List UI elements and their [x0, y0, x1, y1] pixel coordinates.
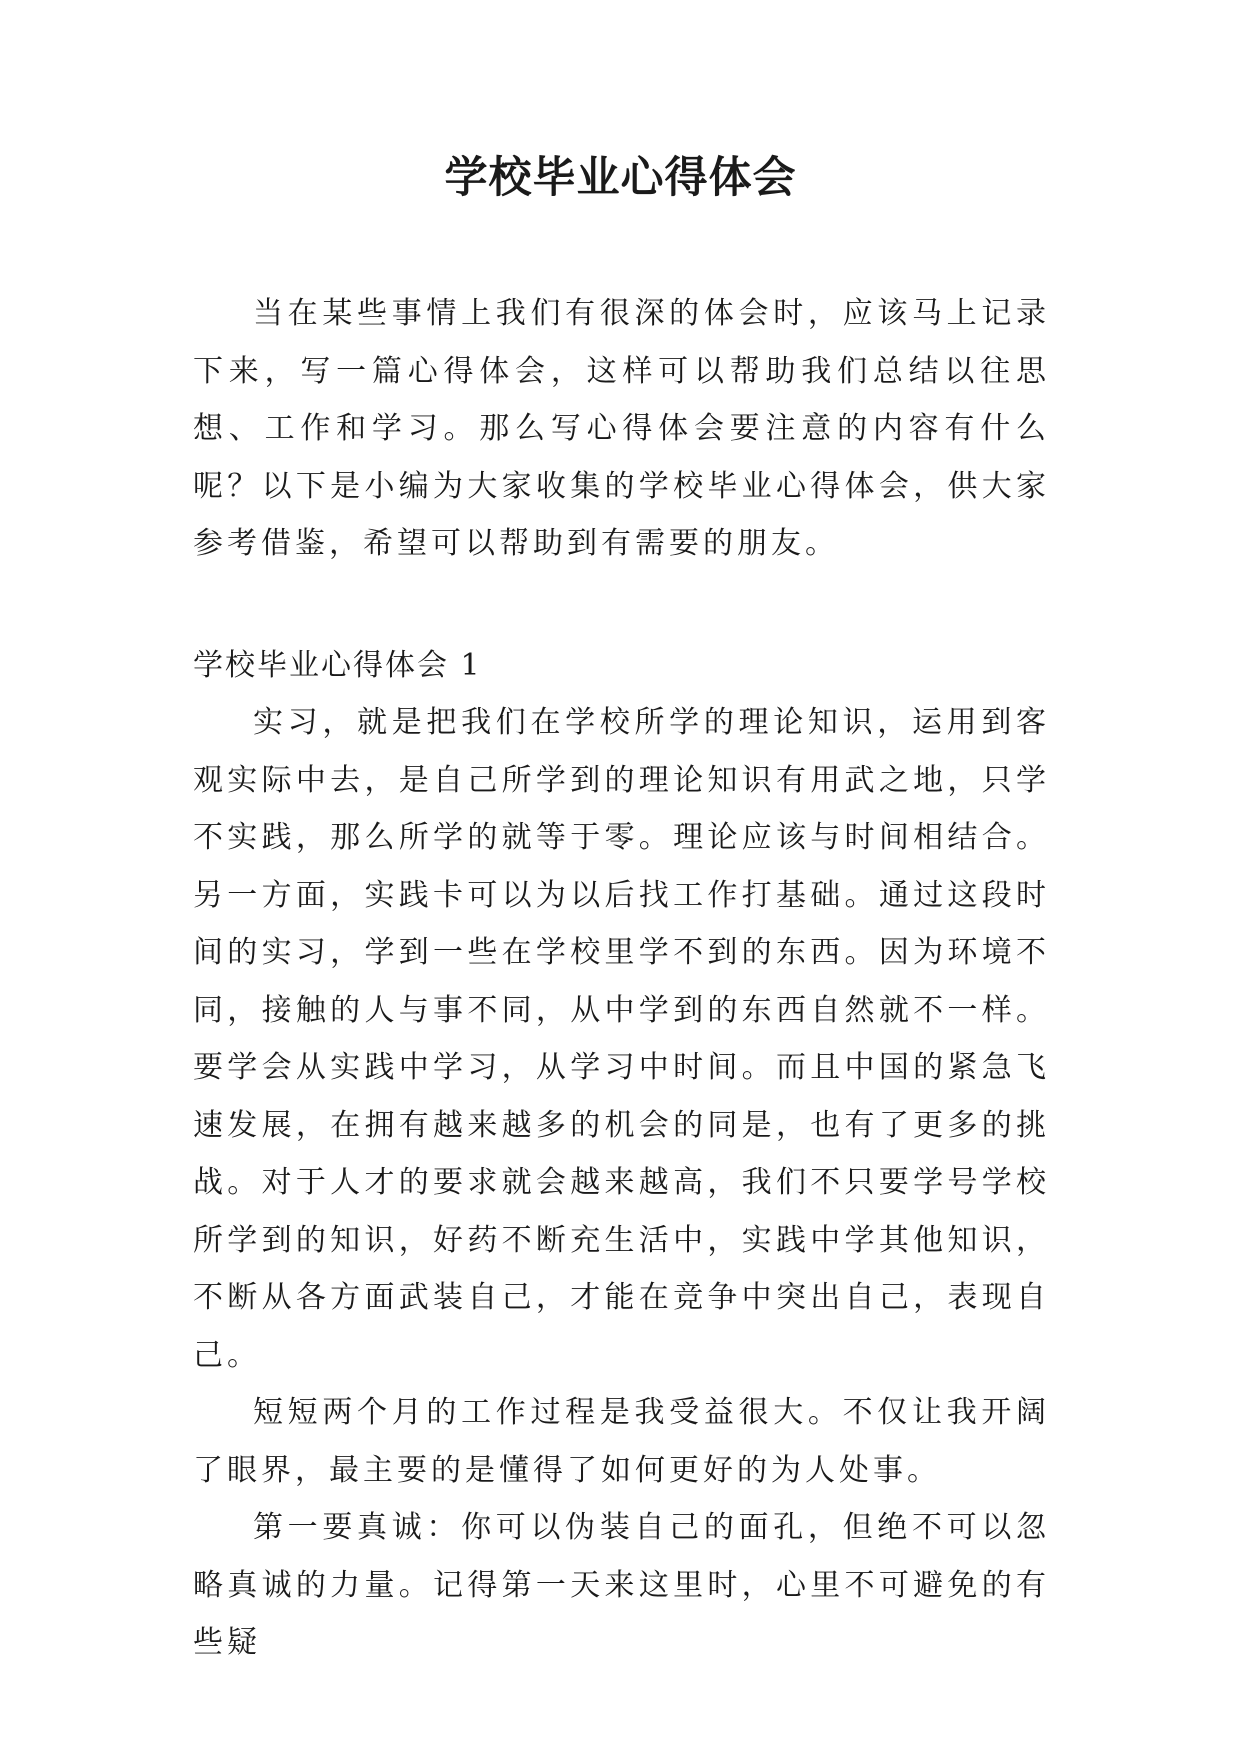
section-heading: 学校毕业心得体会 1	[193, 647, 482, 683]
section-spacer	[193, 573, 1050, 637]
body-paragraph: 短短两个月的工作过程是我受益很大。不仅让我开阔了眼界，最主要的是懂得了如何更好的为人处事。	[193, 1395, 1050, 1488]
intro-paragraph: 当在某些事情上我们有很深的体会时，应该马上记录下来，写一篇心得体会，这样可以帮助我们总结以往思想、工作和学习。那么写心得体会要注意的内容有什么呢？以下是小编为大家收集的学校毕业心得体会，供大家参考借鉴，希望可以帮助到有需要的朋友。	[193, 296, 1050, 561]
body-paragraph: 第一要真诚：你可以伪装自己的面孔，但绝不可以忽略真诚的力量。记得第一天来这里时，心里不可避免的有些疑	[193, 1510, 1050, 1660]
body-paragraph: 实习，就是把我们在学校所学的理论知识，运用到客观实际中去，是自己所学到的理论知识有用武之地，只学不实践，那么所学的就等于零。理论应该与时间相结合。另一方面，实践卡可以为以后找工作打基础。通过这段时间的实习，学到一些在学校里学不到的东西。因为环境不同，接触的人与事不同，从中学到的东西自然就不一样。要学会从实践中学习，从学习中时间。而且中国的紧急飞速发展，在拥有越来越多的机会的同是，也有了更多的挑战。对于人才的要求就会越来越高，我们不只要学号学校所学到的知识，好药不断充生活中，实践中学其他知识，不断从各方面武装自己，才能在竞争中突出自己，表现自己。	[193, 705, 1050, 1373]
document-body	[193, 285, 1050, 1672]
document-title: 学校毕业心得体会	[444, 153, 797, 203]
